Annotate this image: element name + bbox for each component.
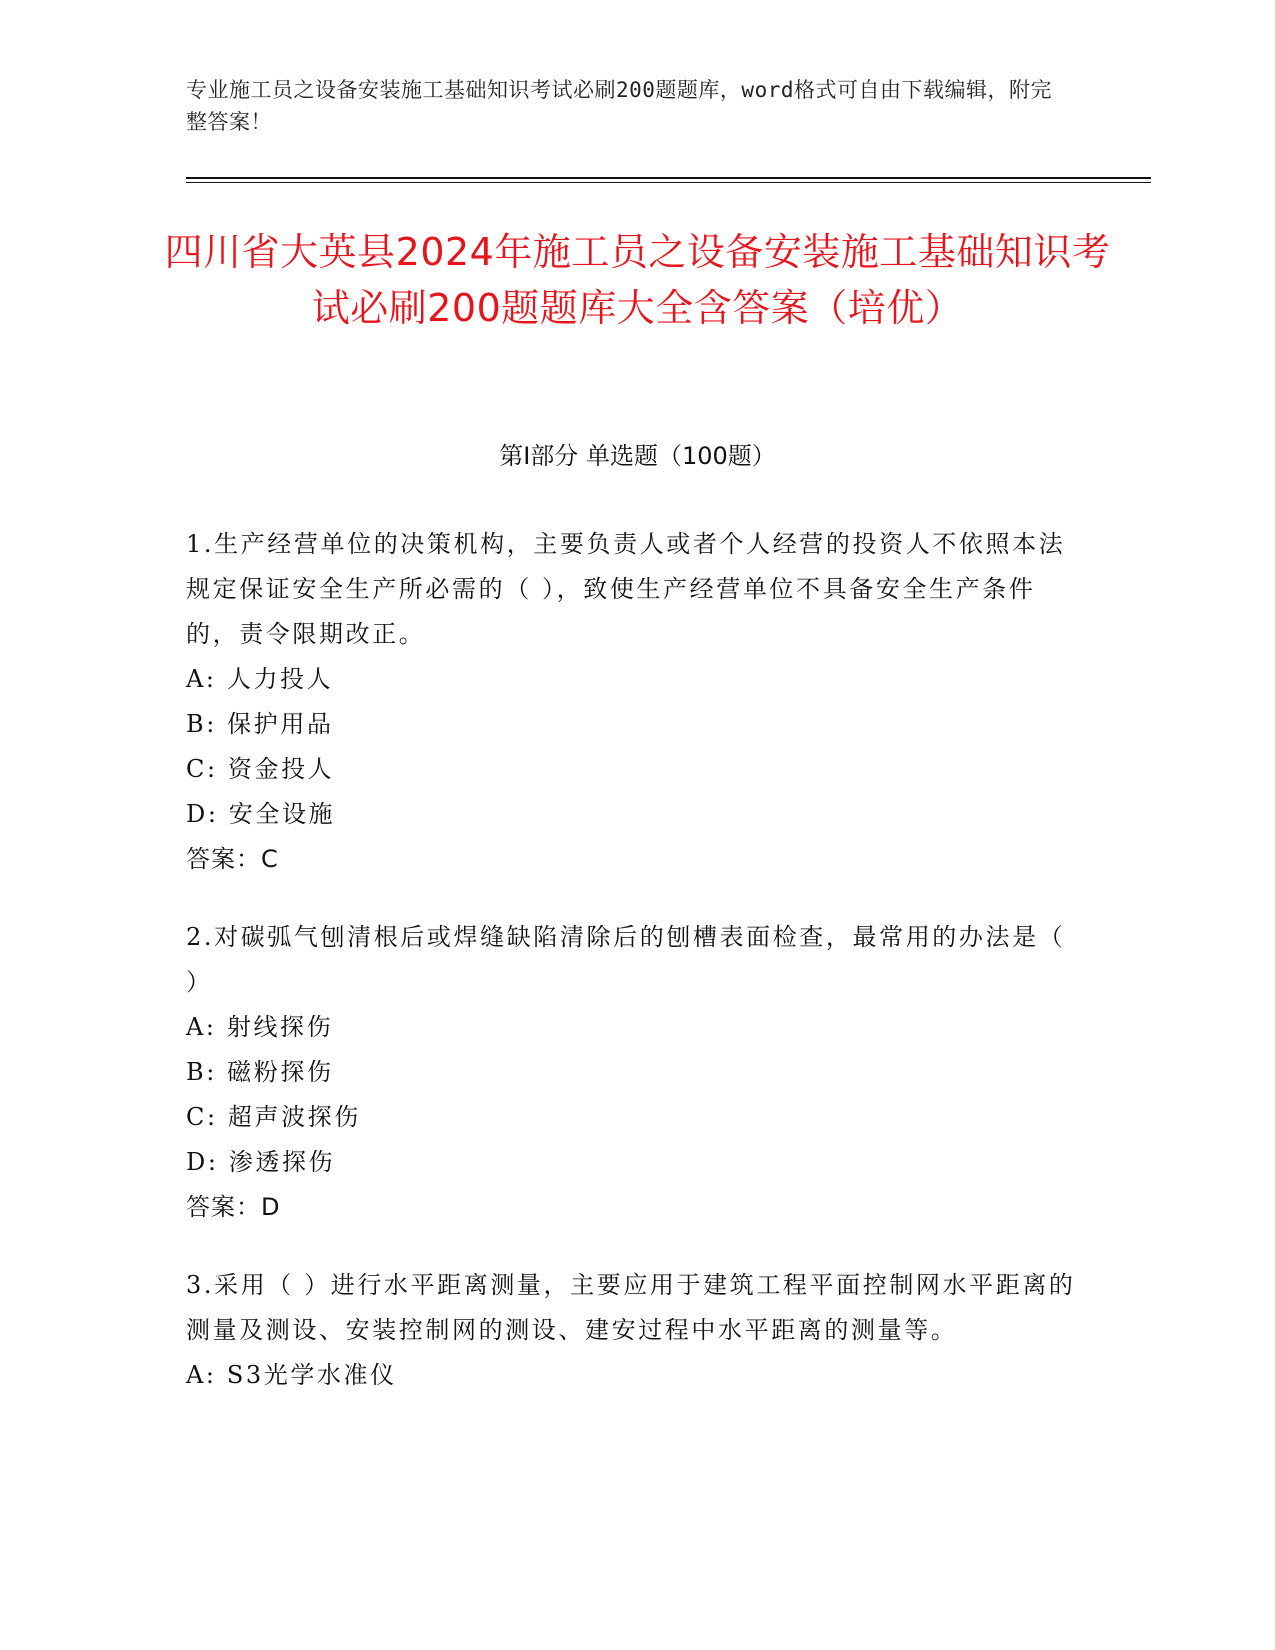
option-a: A: 射线探伤 (186, 1013, 334, 1041)
header-note: 专业施工员之设备安装施工基础知识考试必刷200题题库，word格式可自由下载编辑，附完整答案！ (186, 78, 1052, 134)
question-3 (186, 1263, 1086, 1398)
question-1 (186, 522, 1086, 882)
question-2 (186, 915, 1086, 1230)
option-a: A: 人力投人 (186, 665, 334, 693)
answer-line: 答案：D (186, 1193, 281, 1221)
option-c: C: 资金投人 (186, 755, 335, 783)
answer-line: 答案：C (186, 845, 279, 873)
option-b: B: 磁粉探伤 (186, 1058, 334, 1086)
section-heading: 第I部分 单选题（100题） (499, 442, 776, 470)
question-list (186, 522, 1086, 1431)
option-c: C: 超声波探伤 (186, 1103, 361, 1131)
option-b: B: 保护用品 (186, 710, 334, 738)
option-d: D: 安全设施 (186, 800, 336, 828)
option-a: A: S3光学水准仪 (186, 1361, 397, 1389)
document-title: 四川省大英县2024年施工员之设备安装施工基础知识考试必刷200题题库大全含答案（培优） (164, 230, 1111, 330)
question-stem: 2.对碳弧气刨清根后或焊缝缺陷清除后的刨槽表面检查，最常用的办法是（ ） (186, 923, 1066, 996)
question-stem: 1.生产经营单位的决策机构，主要负责人或者个人经营的投资人不依照本法规定保证安全生产所必需的（ ），致使生产经营单位不具备安全生产条件的，责令限期改正。 (186, 530, 1066, 648)
question-stem: 3.采用（ ）进行水平距离测量，主要应用于建筑工程平面控制网水平距离的测量及测设、安装控制网的测设、建安过程中水平距离的测量等。 (186, 1271, 1076, 1344)
header-divider-thick (186, 177, 1151, 179)
option-d: D: 渗透探伤 (186, 1148, 336, 1176)
header-divider-thin (186, 182, 1151, 183)
